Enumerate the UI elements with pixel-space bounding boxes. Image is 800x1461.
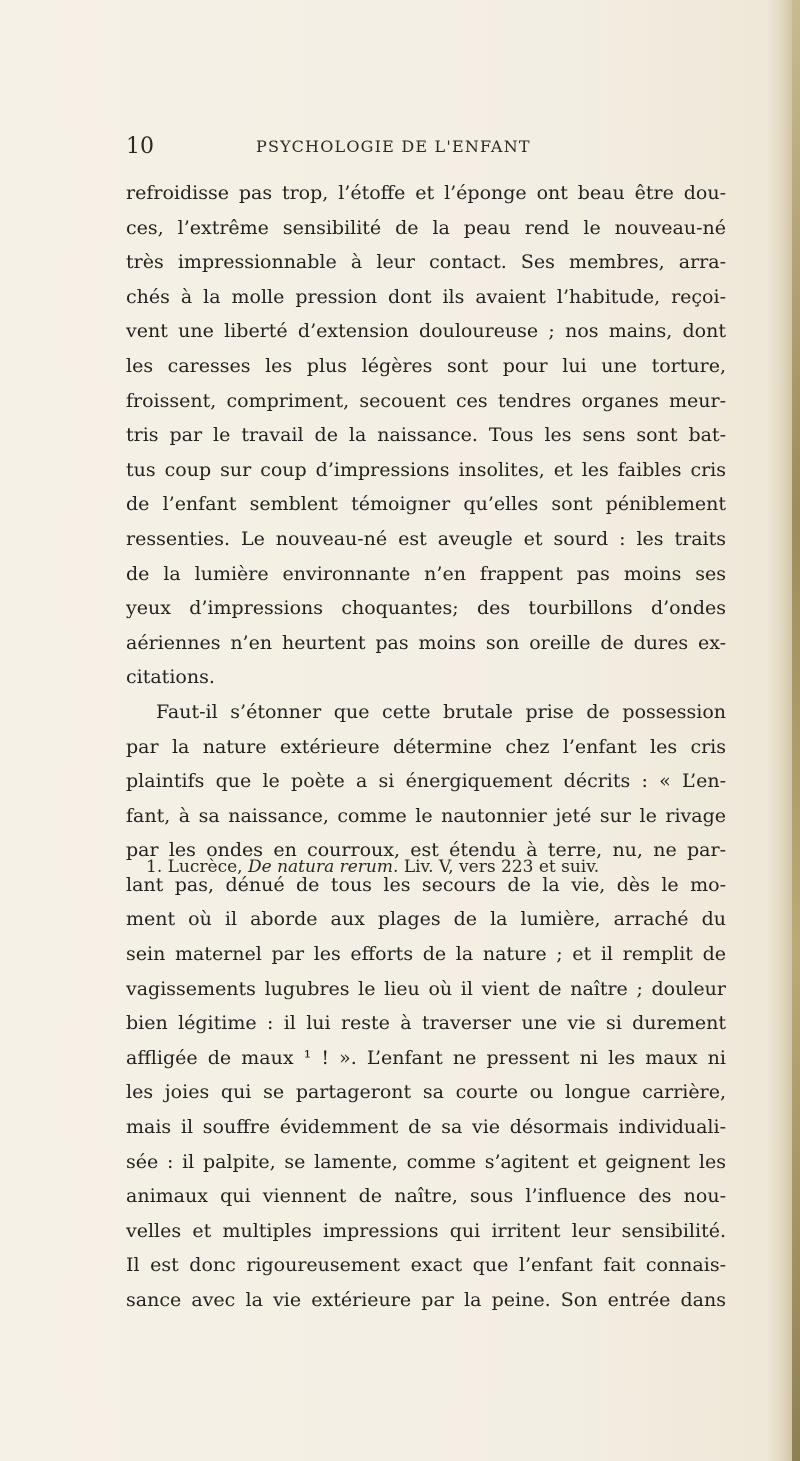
- text-line: lant pas, dénué de tous les secours de la vie, dès le mo-: [126, 873, 726, 896]
- text-line: par la nature extérieure détermine chez l’enfant les cris: [126, 735, 726, 758]
- text-line: citations.: [126, 666, 215, 689]
- footnote-reference: Liv. V, vers 223 et suiv.: [403, 857, 600, 877]
- text-line: ressenties. Le nouveau-né est aveugle et sourd : les traits: [126, 527, 726, 550]
- text-line: Il est donc rigoureusement exact que l’enfant fait connais-: [126, 1254, 726, 1277]
- main-text: [126, 176, 726, 1318]
- footnote: [146, 854, 726, 880]
- footnote-number: 1.: [146, 857, 163, 877]
- text-line: bien légitime : il lui reste à traverser une vie si durement: [126, 1012, 726, 1035]
- paragraph-2: [126, 695, 726, 1318]
- text-line: sein maternel par les efforts de la nature ; et il remplit de: [126, 943, 726, 966]
- text-line: les caresses les plus légères sont pour lui une torture,: [126, 354, 726, 377]
- text-line: animaux qui viennent de naître, sous l’influence des nou-: [126, 1185, 726, 1208]
- text-line: sance avec la vie extérieure par la peine. Son entrée dans: [126, 1289, 726, 1311]
- text-line: par les ondes en courroux, est étendu à terre, nu, ne par-: [126, 839, 726, 862]
- running-head: PSYCHOLOGIE DE L'ENFANT: [256, 137, 531, 156]
- text-line: mais il souffre évidemment de sa vie désormais individuali-: [126, 1116, 726, 1139]
- footnote-author: Lucrèce,: [167, 857, 243, 877]
- footnote-work-title: De natura rerum.: [247, 857, 399, 877]
- text-line: tus coup sur coup d’impressions insolites, et les faibles cris: [126, 458, 726, 481]
- text-line: vent une liberté d’extension douloureuse ; nos mains, dont: [126, 320, 726, 343]
- text-line: chés à la molle pression dont ils avaient l’habitude, reçoi-: [126, 285, 726, 308]
- text-line: yeux d’impressions choquantes; des tourbillons d’ondes: [126, 597, 726, 620]
- text-line: refroidisse pas trop, l’étoffe et l’éponge ont beau être dou-: [126, 182, 726, 204]
- text-line: plaintifs que le poète a si énergiquement décrits : « L’en-: [126, 770, 726, 793]
- text-line: de l’enfant semblent témoigner qu’elles sont péniblement: [126, 493, 726, 516]
- text-line: affligée de maux ¹ ! ». L’enfant ne pressent ni les maux ni: [126, 1046, 726, 1069]
- text-line: froissent, compriment, secouent ces tendres organes meur-: [126, 389, 726, 412]
- text-line: ces, l’extrême sensibilité de la peau rend le nouveau-né: [126, 216, 726, 239]
- text-line: vagissements lugubres le lieu où il vient de naître ; douleur: [126, 977, 726, 1000]
- page-number: 10: [126, 134, 154, 159]
- text-line: sée : il palpite, se lamente, comme s’agitent et geignent les: [126, 1150, 726, 1173]
- text-line: tris par le travail de la naissance. Tous les sens sont bat-: [126, 424, 726, 447]
- text-line: les joies qui se partageront sa courte ou longue carrière,: [126, 1081, 726, 1104]
- text-line: de la lumière environnante n’en frappent pas moins ses: [126, 562, 726, 585]
- book-spine-strip: [792, 0, 800, 1461]
- page-header: [126, 133, 727, 163]
- text-line: aériennes n’en heurtent pas moins son oreille de dures ex-: [126, 631, 726, 654]
- text-line: velles et multiples impressions qui irritent leur sensibilité.: [126, 1219, 726, 1242]
- text-line: fant, à sa naissance, comme le nautonnier jeté sur le rivage: [126, 804, 726, 827]
- paragraph-1: [126, 176, 726, 695]
- text-line: ment où il aborde aux plages de la lumière, arraché du: [126, 908, 726, 931]
- text-line: Faut-il s’étonner que cette brutale prise de possession: [156, 700, 726, 723]
- text-line: très impressionnable à leur contact. Ses membres, arra-: [126, 251, 726, 274]
